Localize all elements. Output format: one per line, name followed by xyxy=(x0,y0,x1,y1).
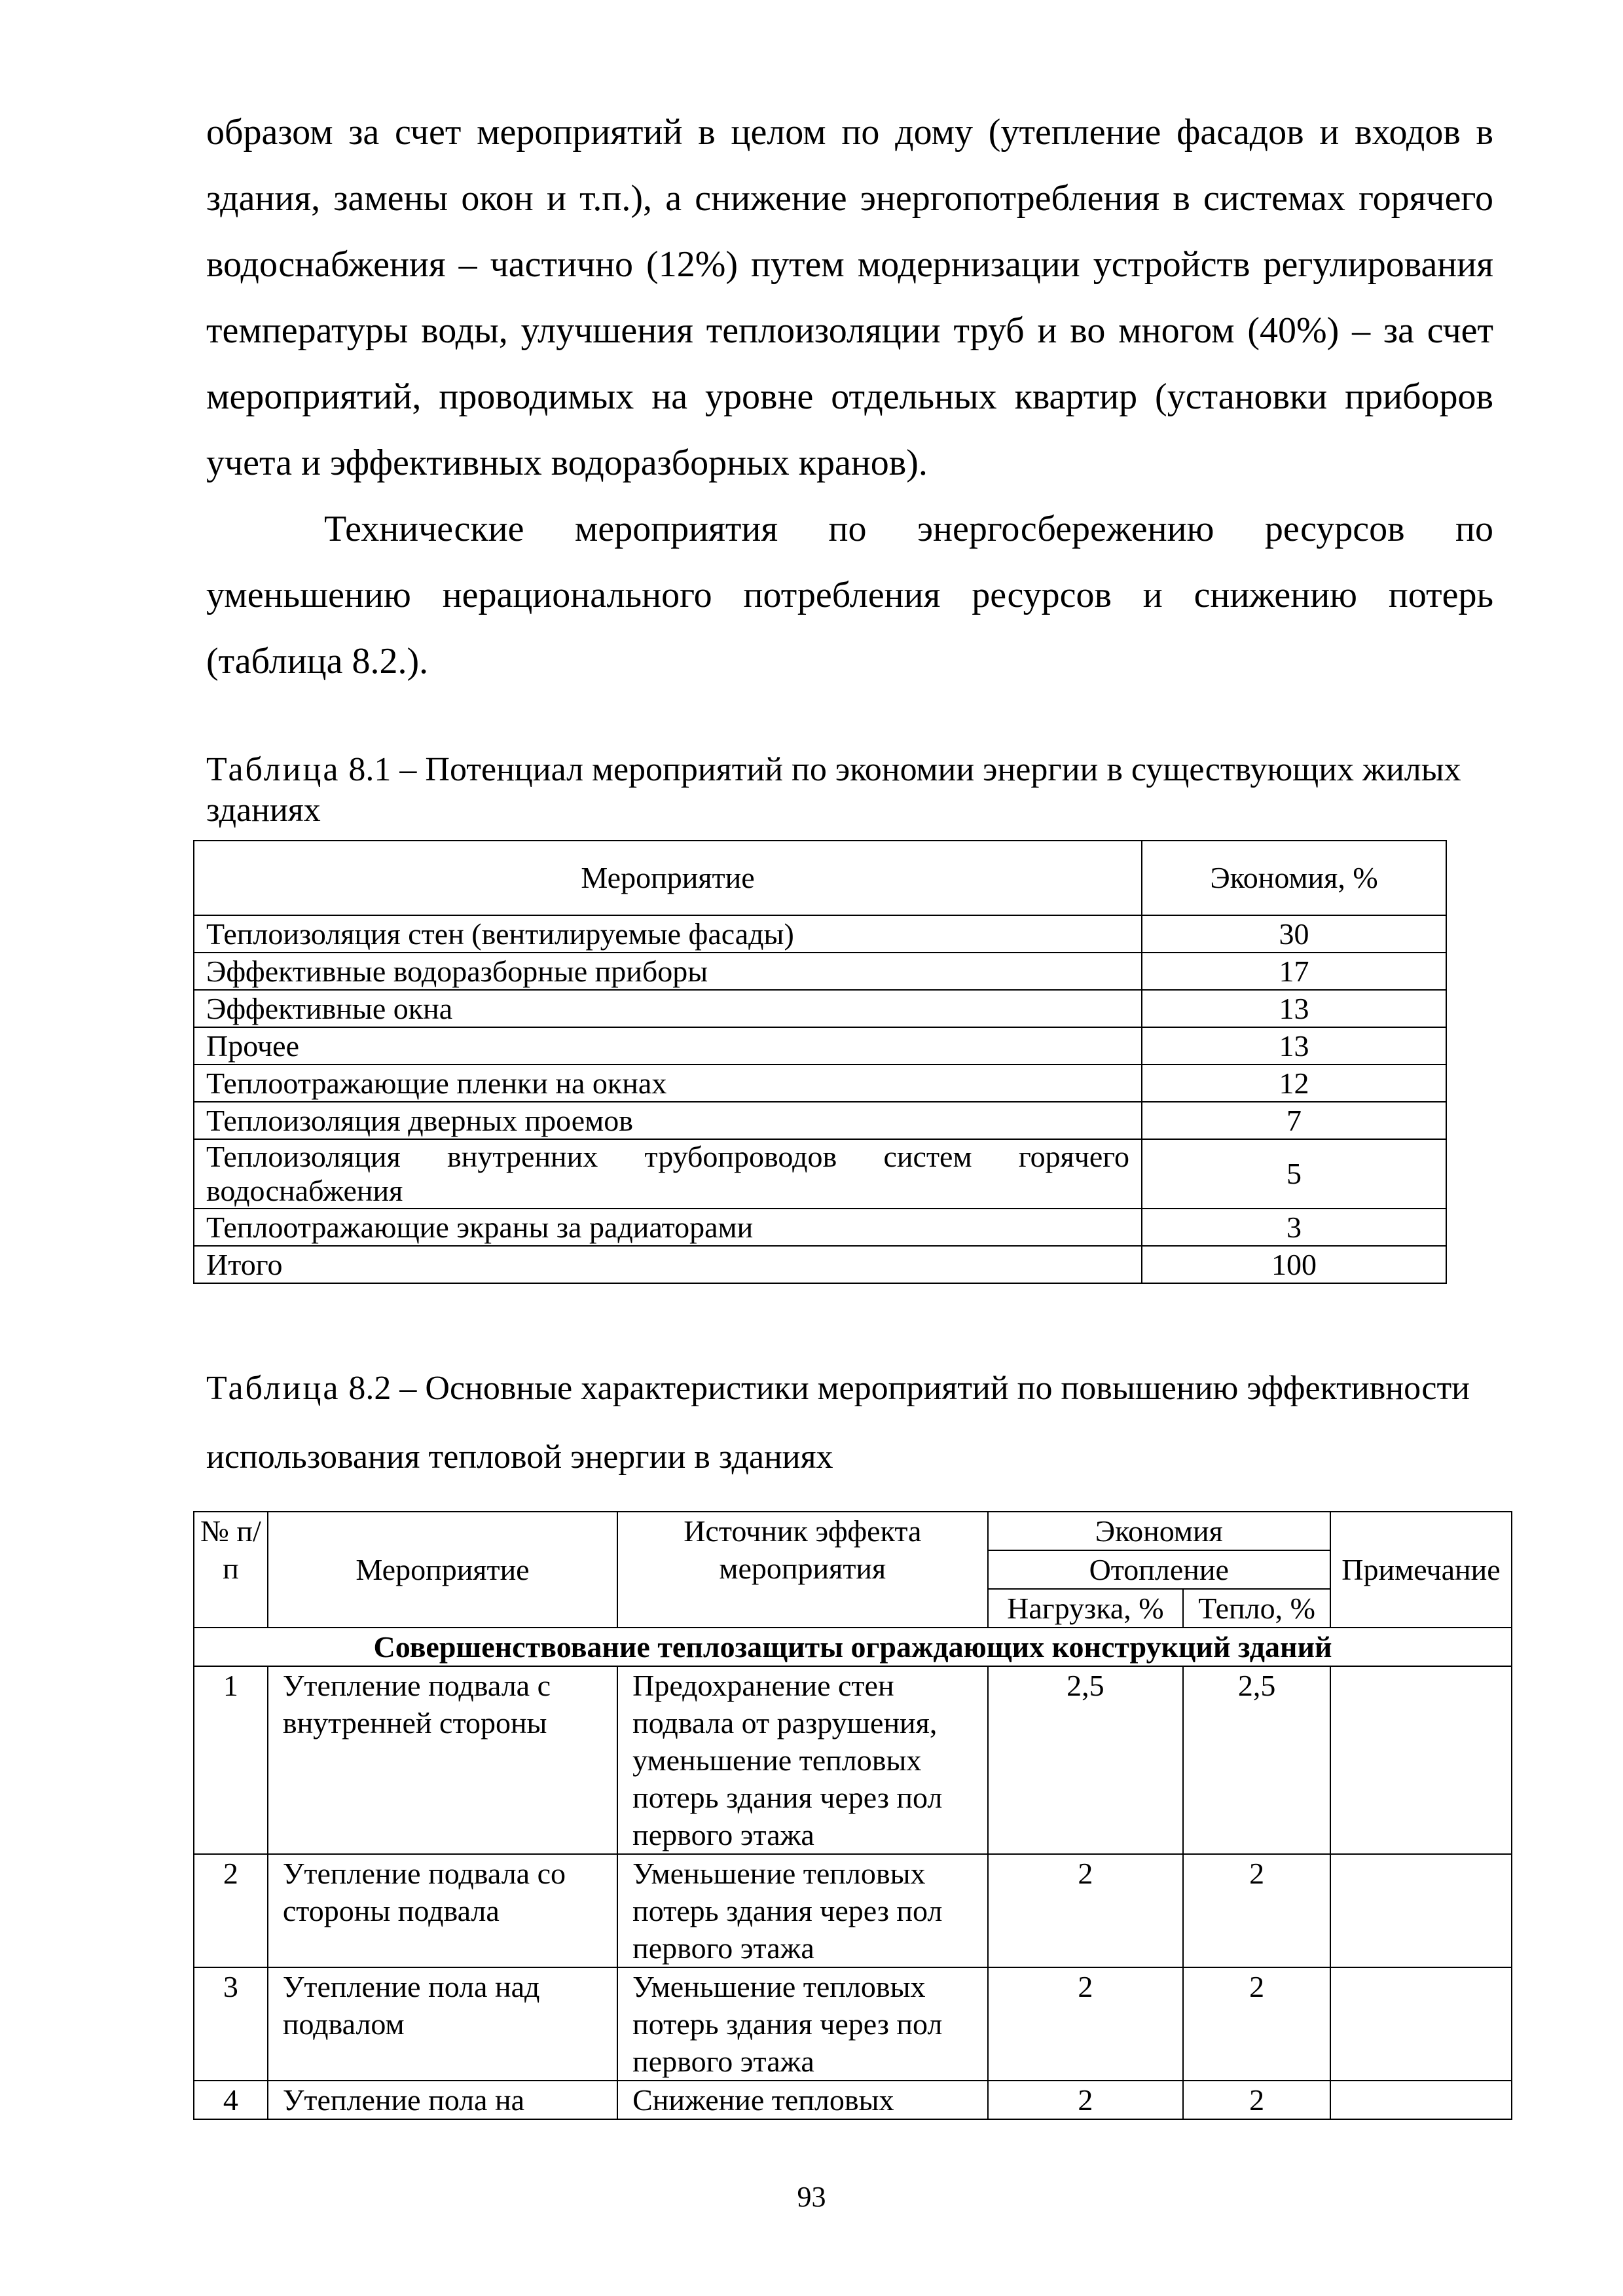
table2-cell-heat: 2 xyxy=(1183,2081,1330,2119)
table-row xyxy=(194,990,1446,1027)
table1-cell-measure: Прочее xyxy=(194,1027,1142,1065)
table-row xyxy=(194,1854,1512,1967)
table-row xyxy=(194,1027,1446,1065)
table2-cell-num: 4 xyxy=(194,2081,268,2119)
table2-cell-note xyxy=(1330,2081,1512,2119)
table1-cell-measure: Итого xyxy=(194,1246,1142,1283)
table1-cell-saving: 13 xyxy=(1142,990,1446,1027)
table2-header-heating: Отопление xyxy=(988,1550,1331,1589)
table2-caption xyxy=(206,1354,1493,1491)
table2-cell-load: 2,5 xyxy=(988,1666,1184,1854)
table2-header-source: Источник эффекта мероприятия xyxy=(617,1512,987,1628)
table1-cell-saving: 3 xyxy=(1142,1209,1446,1246)
table1-cell-saving: 12 xyxy=(1142,1065,1446,1102)
table1-header-row xyxy=(194,841,1446,915)
table1-caption-label: Таблица xyxy=(206,751,340,788)
table1-cell-measure: Эффективные окна xyxy=(194,990,1142,1027)
table2-cell-source: Снижение тепловых xyxy=(617,2081,987,2119)
table1-cell-saving: 100 xyxy=(1142,1246,1446,1283)
table1-header-saving: Экономия, % xyxy=(1142,841,1446,915)
table2-cell-measure: Утепление подвала с внутренней стороны xyxy=(268,1666,617,1854)
table2-cell-load: 2 xyxy=(988,2081,1184,2119)
table-row xyxy=(194,1967,1512,2081)
table-row xyxy=(194,1139,1446,1209)
table1-caption xyxy=(206,750,1493,831)
table1-cell-measure: Теплоизоляция стен (вентилируемые фасады) xyxy=(194,915,1142,953)
table1-cell-measure: Теплоизоляция внутренних трубопроводов систем горячего водоснабжения xyxy=(194,1139,1142,1209)
table2-cell-load: 2 xyxy=(988,1854,1184,1967)
table1-cell-measure: Теплоотражающие экраны за радиаторами xyxy=(194,1209,1142,1246)
table2-header-measure: Мероприятие xyxy=(268,1512,617,1628)
table1-cell-measure: Эффективные водоразборные приборы xyxy=(194,953,1142,990)
table1-cell-saving: 30 xyxy=(1142,915,1446,953)
table1-cell-saving: 5 xyxy=(1142,1139,1446,1209)
table2-cell-heat: 2 xyxy=(1183,1854,1330,1967)
table2-cell-num: 3 xyxy=(194,1967,268,2081)
table2-cell-source: Предохранение стен подвала от разрушения, уменьшение тепловых потерь здания через пол первого этажа xyxy=(617,1666,987,1854)
table1-cell-measure: Теплоотражающие пленки на окнах xyxy=(194,1065,1142,1102)
table2-cell-num: 2 xyxy=(194,1854,268,1967)
table2-cell-measure: Утепление пола на xyxy=(268,2081,617,2119)
table2-header-row-1 xyxy=(194,1512,1512,1550)
table1-cell-saving: 17 xyxy=(1142,953,1446,990)
table-row xyxy=(194,1209,1446,1246)
table2-cell-measure: Утепление подвала со стороны подвала xyxy=(268,1854,617,1967)
table-row xyxy=(194,915,1446,953)
page-number: 93 xyxy=(797,2181,826,2213)
table2-cell-note xyxy=(1330,1967,1512,2081)
table-row xyxy=(194,1065,1446,1102)
table-row xyxy=(194,1666,1512,1854)
table1-caption-text: 8.1 – Потенциал мероприятий по экономии энергии в существующих жилых зданиях xyxy=(206,751,1461,829)
table2-caption-text: 8.2 – Основные характеристики мероприятий по повышению эффективности использования тепловой энергии в зданиях xyxy=(206,1370,1470,1476)
table1-cell-measure: Теплоизоляция дверных проемов xyxy=(194,1102,1142,1139)
table2-cell-load: 2 xyxy=(988,1967,1184,2081)
table2-header-note: Примечание xyxy=(1330,1512,1512,1628)
table2-cell-note xyxy=(1330,1854,1512,1967)
table1-header-measure: Мероприятие xyxy=(194,841,1142,915)
table2-caption-label: Таблица xyxy=(206,1370,340,1407)
table2-cell-source: Уменьшение тепловых потерь здания через пол первого этажа xyxy=(617,1854,987,1967)
table-row xyxy=(194,1102,1446,1139)
table1-cell-saving: 13 xyxy=(1142,1027,1446,1065)
table2-cell-note xyxy=(1330,1666,1512,1854)
table2 xyxy=(193,1511,1512,2120)
table2-header-economy: Экономия xyxy=(988,1512,1331,1550)
table2-header-heat: Тепло, % xyxy=(1183,1589,1330,1628)
table2-cell-source: Уменьшение тепловых потерь здания через пол первого этажа xyxy=(617,1967,987,2081)
body-paragraph-2: Технические мероприятия по энергосбережению ресурсов по уменьшению нерационального потребления ресурсов и снижению потерь (таблица 8.2.). xyxy=(206,509,1493,682)
table2-cell-heat: 2,5 xyxy=(1183,1666,1330,1854)
table2-section-title: Совершенствование теплозащиты ограждающих конструкций зданий xyxy=(194,1628,1512,1666)
table1-cell-saving: 7 xyxy=(1142,1102,1446,1139)
table2-cell-measure: Утепление пола над подвалом xyxy=(268,1967,617,2081)
table1 xyxy=(193,840,1447,1284)
table-row xyxy=(194,1246,1446,1283)
table2-header-num: № п/п xyxy=(194,1512,268,1628)
table2-header-load: Нагрузка, % xyxy=(988,1589,1184,1628)
table-row xyxy=(194,953,1446,990)
table2-cell-heat: 2 xyxy=(1183,1967,1330,2081)
body-paragraph-1: образом за счет мероприятий в целом по дому (утепление фасадов и входов в здания, замены окон и т.п.), а снижение энергопотребления в системах горячего водоснабжения – частично (12%) путем модернизации устройств регулирования температуры воды, улучшения теплоизоляции труб и во многом (40%) – за счет мероприятий, проводимых на уровне отдельных квартир (установки приборов учета и эффективных водоразборных кранов). xyxy=(206,112,1493,483)
table2-section-row xyxy=(194,1628,1512,1666)
table-row xyxy=(194,2081,1512,2119)
table2-cell-num: 1 xyxy=(194,1666,268,1854)
